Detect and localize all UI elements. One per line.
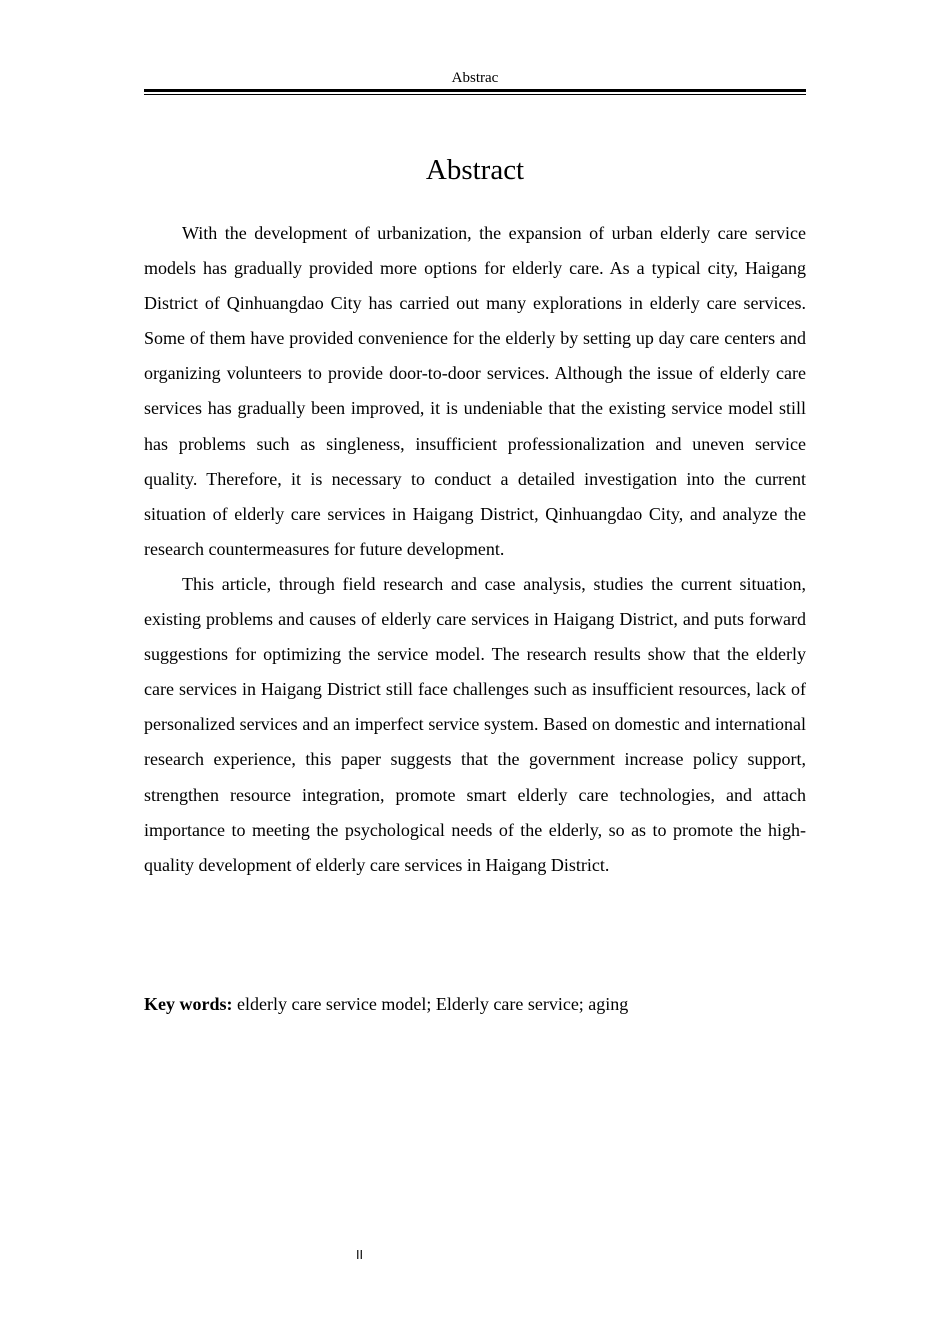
abstract-paragraph: With the development of urbanization, the expansion of urban elderly care service models has gradually provided more options for elderly care. As a typical city, Haigang District of Qinhuangdao City has carried out many explorations in elderly care services. Some of them have provided convenience for the elderly by setting up day care centers and organizing volunteers to provide door-to-door services. Although the issue of elderly care services has gradually been improved, it is undeniable that the existing service model still has problems such as singleness, insufficient professionalization and uneven service quality. Therefore, it is necessary to conduct a detailed investigation into the current situation of elderly care services in Haigang District, Qinhuangdao City, and analyze the research countermeasures for future development. [144, 223, 806, 559]
abstract-body [144, 216, 806, 883]
keywords [144, 990, 806, 1018]
keywords-text: elderly care service model; Elderly care service; aging [237, 994, 629, 1014]
page-title: Abstract [425, 154, 525, 186]
keywords-label: Key words: [144, 994, 233, 1014]
abstract-paragraph: This article, through field research and case analysis, studies the current situation, existing problems and causes of elderly care services in Haigang District, and puts forward suggestions for optimizing the service model. The research results show that the elderly care services in Haigang District still face challenges such as insufficient resources, lack of personalized services and an imperfect service system. Based on domestic and international research experience, this paper suggests that the government increase policy support, strengthen resource integration, promote smart elderly care technologies, and attach importance to meeting the psychological needs of the elderly, so as to promote the high-quality development of elderly care services in Haigang District. [144, 573, 806, 875]
header-rule [144, 89, 806, 95]
running-header: Abstrac [451, 70, 499, 86]
page-number: II [356, 1248, 364, 1262]
